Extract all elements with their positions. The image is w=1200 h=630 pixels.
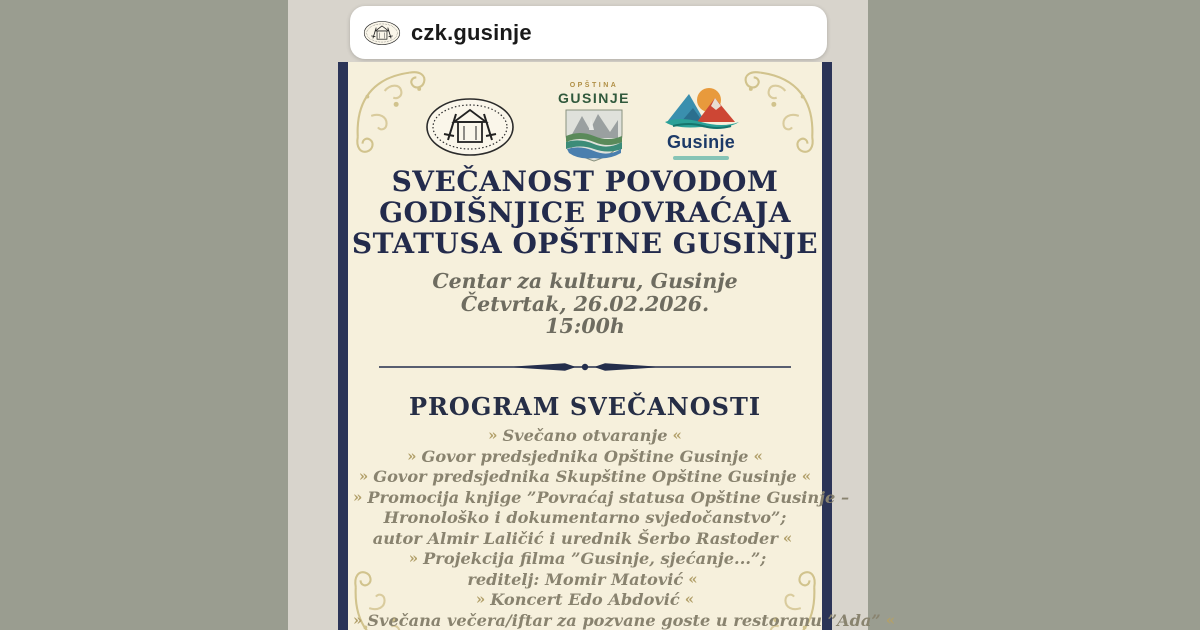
program-line <box>348 467 822 488</box>
program-text: Hronološko i dokumentarno svjedočanstvo”; <box>383 508 787 527</box>
centar-za-kulturu-emblem-icon <box>424 96 516 158</box>
close-mark: « <box>885 610 896 629</box>
program-list <box>348 426 896 630</box>
tourism-subtext-bar <box>673 156 729 160</box>
program-line <box>348 426 822 447</box>
close-mark: « <box>684 590 695 608</box>
opstina-gusinje-logo <box>544 82 644 166</box>
event-details <box>348 270 822 338</box>
program-text: Govor predsjednika Skupštine Opštine Gusinje <box>373 467 797 486</box>
open-mark: » <box>353 487 363 506</box>
open-mark: » <box>408 549 419 567</box>
event-time: 15:00h <box>545 314 625 338</box>
gusinje-mountains-sun-icon <box>659 86 743 130</box>
program-text: Govor predsjednika Opštine Gusinje <box>421 446 749 466</box>
event-venue: Centar za kulturu, Gusinje <box>432 269 738 293</box>
gusinje-tourism-logo <box>654 86 748 160</box>
program-text: Projekcija filma ”Gusinje, sjećanje...”; <box>423 549 767 568</box>
close-mark: « <box>688 569 698 588</box>
program-heading: PROGRAM SVEČANOSTI <box>408 392 762 421</box>
program-line <box>348 610 896 630</box>
program-text: Svečano otvaranje <box>502 426 668 445</box>
event-date: Četvrtak, 26.02.2026. <box>460 291 710 316</box>
program-line <box>348 590 822 611</box>
program-text: Koncert Edo Abdović <box>490 590 680 609</box>
gusinje-shield-icon <box>564 108 624 162</box>
title-line-1: SVEČANOST POVODOM <box>391 165 779 198</box>
open-mark: » <box>358 467 369 485</box>
ornamental-divider <box>379 360 791 374</box>
program-line <box>348 529 822 550</box>
close-mark: « <box>801 467 812 485</box>
program-line <box>348 570 822 591</box>
close-mark: « <box>782 528 793 547</box>
story-screenshot-area <box>288 0 896 630</box>
czk-avatar-icon <box>363 18 401 48</box>
close-mark: « <box>753 446 763 465</box>
program-line <box>348 508 822 529</box>
program-line <box>348 549 822 570</box>
title-line-3: STATUSA OPŠTINE GUSINJE <box>351 227 819 260</box>
program-line <box>348 447 822 468</box>
event-title <box>348 166 822 259</box>
open-mark: » <box>353 610 363 629</box>
invitation-card <box>338 62 896 630</box>
program-text: autor Almir Laličić i urednik Šerbo Rastoder <box>372 528 778 548</box>
title-line-2: GODIŠNJICE POVRAĆAJA <box>379 196 791 229</box>
crest-top-label: OPŠTINA <box>569 82 619 89</box>
program-text: Svečana večera/iftar za pozvane goste u restoranu ”Ada” <box>367 610 881 630</box>
program-line <box>348 487 850 509</box>
tourism-name-label: Gusinje <box>666 132 736 152</box>
open-mark: » <box>407 446 417 465</box>
story-attribution-pill[interactable] <box>350 6 827 59</box>
crest-name-label: GUSINJE <box>558 90 630 106</box>
close-mark: « <box>672 426 682 444</box>
open-mark: » <box>488 426 498 444</box>
open-mark: » <box>475 590 486 608</box>
program-text: reditelj: Momir Matović <box>467 569 684 589</box>
program-text: Promocija knjige ”Povraćaj statusa Opštine Gusinje – <box>367 487 850 507</box>
username-label[interactable]: czk.gusinje <box>411 19 532 45</box>
